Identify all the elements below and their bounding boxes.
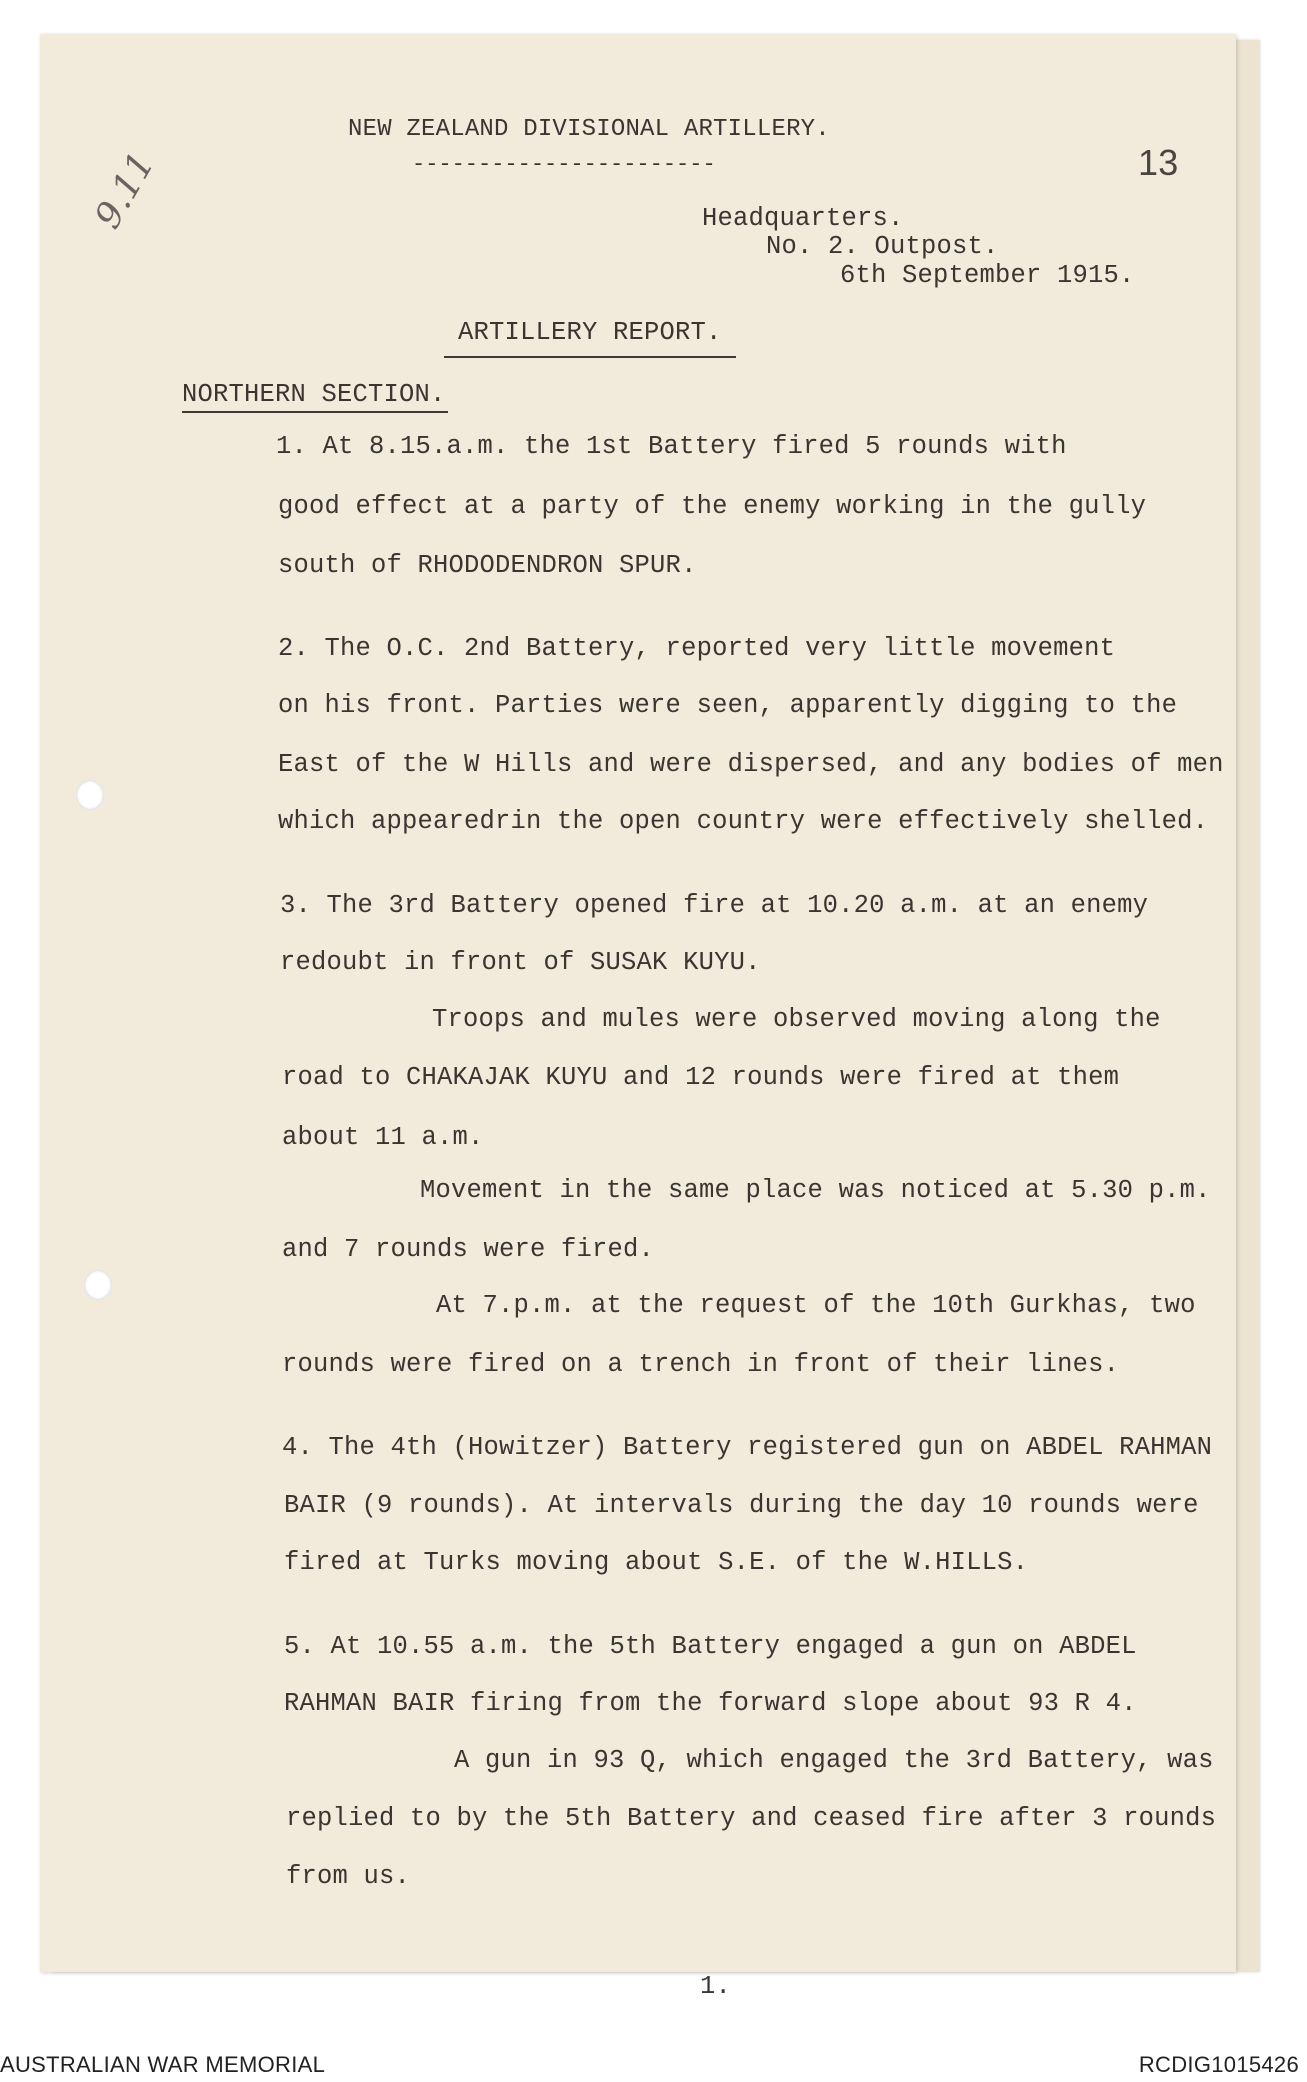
para3-line3: Troops and mules were observed moving along the	[432, 1005, 1161, 1034]
para5-line5: from us.	[286, 1862, 411, 1891]
title-dashes: -----------------------	[412, 152, 716, 177]
para1-line3: south of RHODODENDRON SPUR.	[278, 551, 697, 580]
report-date: 6th September 1915.	[840, 261, 1135, 290]
para3-line6: Movement in the same place was noticed at 5.30 p.m.	[420, 1176, 1211, 1205]
hq-line-2: No. 2. Outpost.	[766, 232, 999, 261]
para5-line1: 5. At 10.55 a.m. the 5th Battery engaged a gun on ABDEL	[284, 1632, 1137, 1661]
hq-line-1: Headquarters.	[702, 204, 904, 233]
page-footer-number: 1.	[700, 1972, 732, 2001]
para3-line8: At 7.p.m. at the request of the 10th Gurkhas, two	[436, 1291, 1196, 1320]
para2-line3: East of the W Hills and were dispersed, and any bodies of men	[278, 750, 1224, 779]
page-number: 13	[1138, 142, 1179, 183]
para3-line2: redoubt in front of SUSAK KUYU.	[280, 948, 761, 977]
para3-line4: road to CHAKAJAK KUYU and 12 rounds were fired at them	[282, 1063, 1120, 1092]
document-title: NEW ZEALAND DIVISIONAL ARTILLERY.	[348, 116, 830, 143]
para5-line4: replied to by the 5th Battery and ceased fire after 3 rounds	[286, 1804, 1217, 1833]
para3-line1: 3. The 3rd Battery opened fire at 10.20 a.m. at an enemy	[280, 891, 1149, 920]
para2-line1: 2. The O.C. 2nd Battery, reported very little movement	[278, 634, 1116, 663]
footer-institution: AUSTRALIAN WAR MEMORIAL	[0, 2052, 326, 2077]
footer-record-id: RCDIG1015426	[1138, 2052, 1299, 2077]
para1-line1: 1. At 8.15.a.m. the 1st Battery fired 5 rounds with	[276, 432, 1067, 461]
section-title-underline	[182, 411, 448, 413]
report-title-underline	[444, 356, 736, 358]
para3-line9: rounds were fired on a trench in front of their lines.	[282, 1350, 1120, 1379]
margin-note: 9.11	[87, 145, 163, 236]
para2-line4: which appearedrin the open country were effectively shelled.	[278, 807, 1209, 836]
section-title: NORTHERN SECTION.	[182, 380, 446, 409]
para4-line3: fired at Turks moving about S.E. of the W.HILLS.	[284, 1548, 1029, 1577]
para2-line2: on his front. Parties were seen, apparently digging to the	[278, 691, 1178, 720]
para3-line7: and 7 rounds were fired.	[282, 1235, 655, 1264]
para4-line1: 4. The 4th (Howitzer) Battery registered gun on ABDEL RAHMAN	[282, 1433, 1213, 1462]
report-title: ARTILLERY REPORT.	[458, 318, 722, 347]
para4-line2: BAIR (9 rounds). At intervals during the day 10 rounds were	[284, 1491, 1199, 1520]
para5-line3: A gun in 93 Q, which engaged the 3rd Battery, was	[454, 1746, 1214, 1775]
punch-hole	[76, 780, 104, 810]
para3-line5: about 11 a.m.	[282, 1123, 484, 1152]
para1-line2: good effect at a party of the enemy working in the gully	[278, 492, 1147, 521]
para5-line2: RAHMAN BAIR firing from the forward slope about 93 R 4.	[284, 1689, 1137, 1718]
punch-hole	[84, 1270, 112, 1300]
